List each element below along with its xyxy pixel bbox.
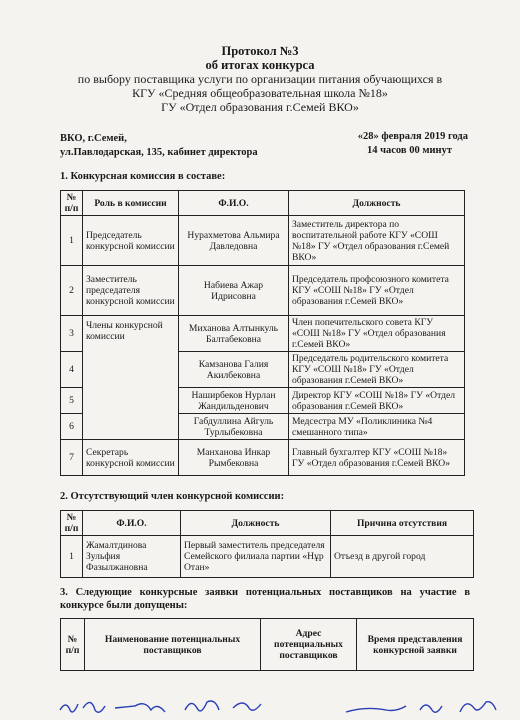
- col-position: Должность: [181, 511, 331, 536]
- col-submission-time: Время представления конкурсной заявки: [357, 619, 474, 671]
- col-num: № п/п: [61, 619, 85, 671]
- row-position: Директор КГУ «СОШ №18» ГУ «Отдел образования г.Семей ВКО»: [289, 388, 465, 414]
- row-position: Член попечительского совета КГУ «СОШ №18» ГУ «Отдел образования г.Семей ВКО»: [289, 316, 465, 352]
- row-num: 1: [61, 536, 83, 578]
- col-supplier-name: Наименование потенциальных поставщиков: [85, 619, 261, 671]
- col-num: № п/п: [61, 191, 83, 216]
- table-row: [61, 316, 465, 352]
- row-reason: Отъезд в другой город: [331, 536, 474, 578]
- row-position: Первый заместитель председателя Семейского филиала партии «Нұр Отан»: [181, 536, 331, 578]
- protocol-subject: об итогах конкурса: [205, 58, 315, 72]
- section2-heading: 2. Отсутствующий член конкурсной комиссии:: [60, 491, 285, 502]
- row-num: 5: [61, 388, 83, 414]
- col-reason: Причина отсутствия: [331, 511, 474, 536]
- datetime-block: [358, 130, 468, 158]
- address: ул.Павлодарская, 135, кабинет директора: [60, 147, 258, 158]
- row-name: Нурахметова Альмира Давледовна: [179, 216, 289, 266]
- protocol-number: Протокол №3: [221, 44, 299, 58]
- row-position: Главный бухгалтер КГУ «СОШ №18» ГУ «Отдел образования г.Семей ВКО»: [289, 440, 465, 476]
- col-name: Ф.И.О.: [83, 511, 181, 536]
- protocol-purpose: по выбору поставщика услуги по организации питания обучающихся в: [77, 72, 443, 86]
- table-header-row: [61, 619, 474, 671]
- date: «28» февраля 2019 года: [357, 131, 468, 142]
- row-position: Председатель профсоюзного комитета КГУ «СОШ №18» ГУ «Отдел образования г.Семей ВКО»: [289, 266, 465, 316]
- row-position: Медсестра МУ «Поликлиника №4 смешанного типа»: [289, 414, 465, 440]
- row-num: 3: [61, 316, 83, 352]
- row-name: Миханова Алтынкуль Балтабековна: [179, 316, 289, 352]
- row-role: Председатель конкурсной комиссии: [83, 216, 179, 266]
- col-num: № п/п: [61, 511, 83, 536]
- col-supplier-address: Адрес потенциальных поставщиков: [261, 619, 357, 671]
- signatures-left: [55, 694, 275, 718]
- row-num: 1: [61, 216, 83, 266]
- row-position: Заместитель директора по воспитательной работе КГУ «СОШ №18» ГУ «Отдел образования г.Семей ВКО»: [289, 216, 465, 266]
- section1-heading: 1. Конкурсная комиссия в составе:: [60, 171, 226, 182]
- school-name: КГУ «Средняя общеобразовательная школа №18»: [132, 86, 388, 100]
- row-name: Камзанова Галия Акилбековна: [179, 352, 289, 388]
- commission-table: [60, 190, 465, 476]
- signatures-right: [340, 694, 510, 718]
- table-row: [61, 536, 474, 578]
- document-title-block: [0, 44, 520, 114]
- department-name: ГУ «Отдел образования г.Семей ВКО»: [161, 100, 359, 114]
- admitted-bids-table: [60, 618, 474, 671]
- row-role: Заместитель председателя конкурсной комиссии: [83, 266, 179, 316]
- row-name: Набиева Ажар Идрисовна: [179, 266, 289, 316]
- row-name: Манханова Инкар Рымбековна: [179, 440, 289, 476]
- col-role: Роль в комиссии: [83, 191, 179, 216]
- time: 14 часов 00 минут: [366, 145, 452, 156]
- row-num: 4: [61, 352, 83, 388]
- absent-member-table: [60, 510, 474, 578]
- table-header-row: [61, 191, 465, 216]
- row-role: Секретарь конкурсной комиссии: [83, 440, 179, 476]
- table-header-row: [61, 511, 474, 536]
- table-row: [61, 216, 465, 266]
- city: ВКО, г.Семей,: [60, 133, 127, 144]
- row-num: 2: [61, 266, 83, 316]
- row-position: Председатель родительского комитета КГУ «СОШ №18» ГУ «Отдел образования г.Семей ВКО»: [289, 352, 465, 388]
- location-block: [60, 132, 258, 160]
- col-position: Должность: [289, 191, 465, 216]
- row-num: 7: [61, 440, 83, 476]
- row-name: Габдуллина Айгуль Турлыбековна: [179, 414, 289, 440]
- row-name: Наширбеков Нурлан Жандильденович: [179, 388, 289, 414]
- row-num: 6: [61, 414, 83, 440]
- section3-heading: 3. Следующие конкурсные заявки потенциальных поставщиков на участие в конкурсе были допущены:: [60, 587, 470, 611]
- row-role: Члены конкурсной комиссии: [83, 316, 179, 440]
- table-row: [61, 440, 465, 476]
- table-row: [61, 266, 465, 316]
- col-name: Ф.И.О.: [179, 191, 289, 216]
- row-name: Жамалтдинова Зульфия Фазылжановна: [83, 536, 181, 578]
